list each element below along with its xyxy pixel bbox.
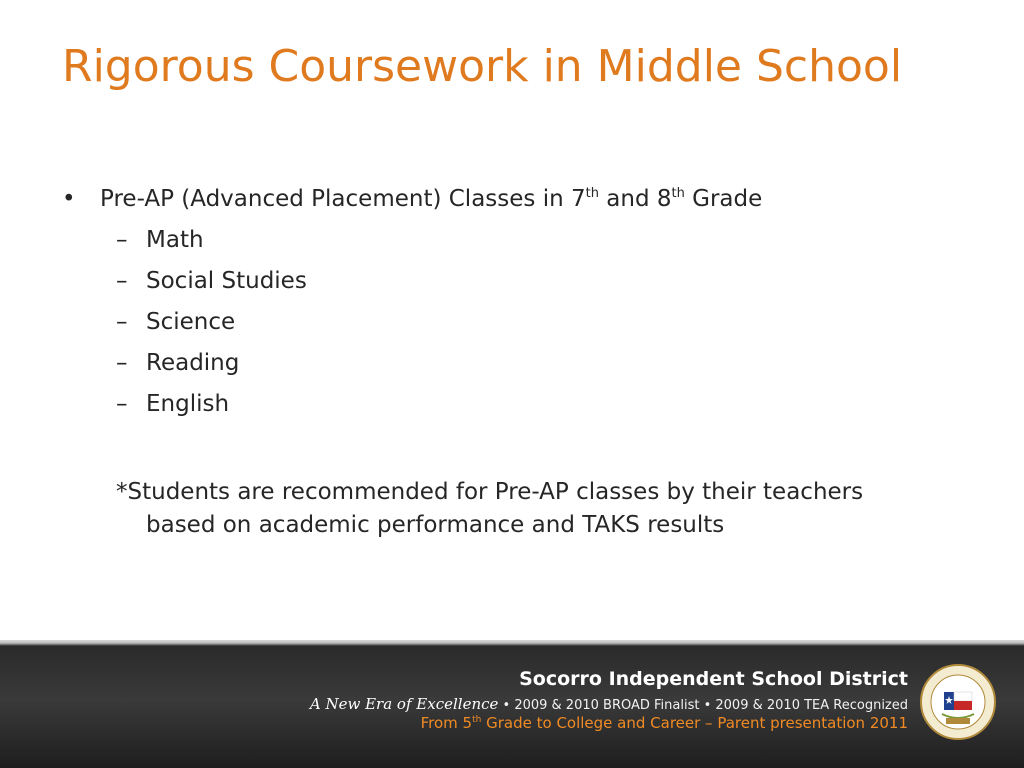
presentation-suffix: Grade to College and Career – Parent presentation 2011 <box>481 714 908 732</box>
tagline-rest: • 2009 & 2010 BROAD Finalist • 2009 & 2010 TEA Recognized <box>498 698 908 713</box>
subject-label: English <box>146 391 230 417</box>
list-item: – Science <box>116 309 236 335</box>
district-tagline <box>310 695 908 713</box>
slide-title: Rigorous Coursework in Middle School <box>62 41 903 92</box>
list-item: – Social Studies <box>116 268 307 294</box>
bullet-sup-1: th <box>585 186 599 201</box>
recommendation-note: *Students are recommended for Pre-AP classes by their teachers based on academic performance and TAKS results <box>116 479 864 538</box>
presentation-prefix: From 5 <box>420 714 473 732</box>
presentation-subtitle <box>421 714 908 732</box>
bullet-dot: • <box>62 186 76 212</box>
bullet-text-suffix: Grade <box>684 186 763 212</box>
footer-banner <box>0 640 1024 768</box>
subject-label: Reading <box>146 350 240 376</box>
bullet-sup-2: th <box>671 186 685 201</box>
bullet-text-prefix: Pre-AP (Advanced Placement) Classes in 7 <box>100 186 586 212</box>
tagline-script: A New Era of Excellence <box>309 695 499 713</box>
list-item: – Reading <box>116 350 240 376</box>
bullet-text-middle: and 8 <box>598 186 672 212</box>
subject-label: Science <box>146 309 236 335</box>
subject-label: Math <box>146 227 204 253</box>
district-name: Socorro Independent School District <box>519 668 908 690</box>
subject-label: Social Studies <box>146 268 307 294</box>
main-bullet <box>62 186 762 212</box>
presentation-sup: th <box>472 715 482 725</box>
list-item: – Math <box>116 227 204 253</box>
list-item: – English <box>116 391 230 417</box>
district-seal-icon <box>920 664 996 740</box>
subject-list <box>116 227 307 432</box>
